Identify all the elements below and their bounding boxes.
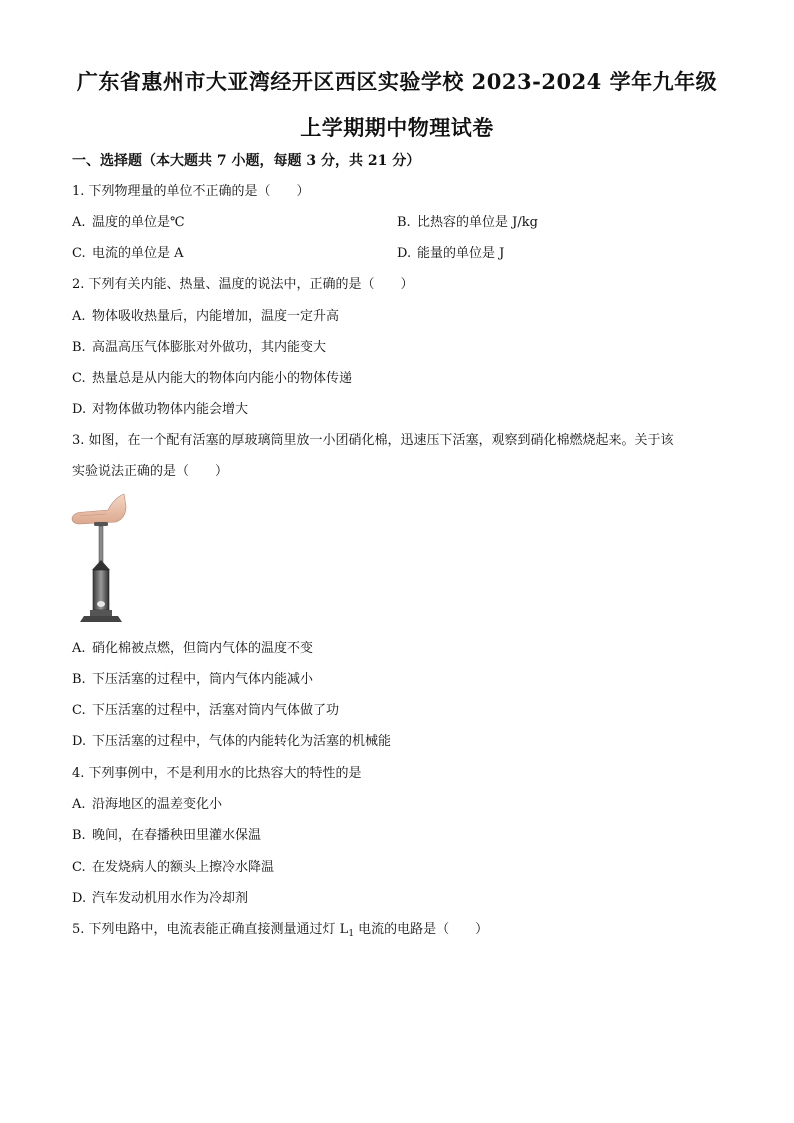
option-label: A. (72, 797, 86, 812)
option-label: C. (72, 371, 86, 386)
question-2-stem: 2. 下列有关内能、热量、温度的说法中，正确的是（ ） (72, 277, 414, 292)
option-label: B. (397, 215, 411, 230)
option-text: 物体吸收热量后，内能增加，温度一定升高 (92, 309, 340, 324)
option-text: 汽车发动机用水作为冷却剂 (92, 891, 249, 906)
option-label: D. (72, 734, 87, 749)
question-1-option-d (397, 246, 504, 262)
option-label: A. (72, 641, 86, 656)
question-4-option-d (72, 891, 248, 907)
question-5-stem (72, 922, 488, 942)
option-text: 下压活塞的过程中，筒内气体内能减小 (92, 672, 314, 687)
question-3-stem-line1: 3. 如图，在一个配有活塞的厚玻璃筒里放一小团硝化棉，迅速压下活塞，观察到硝化棉燃烧起来。关于该 (72, 433, 674, 448)
option-label: C. (72, 860, 86, 875)
question-3-option-d (72, 734, 391, 750)
option-label: B. (72, 340, 86, 355)
question-4-option-a (72, 797, 222, 813)
question-1-option-c (72, 246, 184, 262)
subscript: 1 (348, 929, 355, 939)
option-label: D. (72, 891, 87, 906)
option-text: 在发烧病人的额头上擦冷水降温 (92, 860, 275, 875)
option-text: 热量总是从内能大的物体向内能小的物体传递 (92, 371, 353, 386)
option-text: 下压活塞的过程中，活塞对筒内气体做了功 (92, 703, 340, 718)
question-3-stem-line2: 实验说法正确的是（ ） (72, 464, 229, 479)
question-1-option-a (72, 215, 185, 231)
option-label: C. (72, 703, 86, 718)
option-label: B. (72, 828, 86, 843)
question-2-option-c (72, 371, 352, 387)
piston-glass-tube-apparatus-icon (70, 492, 132, 624)
question-1-option-b (397, 215, 538, 231)
question-2-option-b (72, 340, 326, 356)
option-label: B. (72, 672, 86, 687)
section-heading: 一、选择题（本大题共 7 小题，每题 3 分，共 21 分） (72, 153, 421, 169)
exam-title-line1: 广东省惠州市大亚湾经开区西区实验学校 2023-2024 学年九年级 (76, 69, 718, 94)
question-4-option-c (72, 860, 274, 876)
question-4-option-b (72, 828, 261, 844)
option-text: 温度的单位是℃ (92, 215, 185, 230)
option-label: A. (72, 215, 86, 230)
question-1-stem: 1. 下列物理量的单位不正确的是（ ） (72, 184, 310, 199)
exam-title-line2: 上学期期中物理试卷 (300, 115, 494, 140)
option-text: 比热容的单位是 J/kg (417, 215, 538, 230)
question-2-option-a (72, 309, 339, 325)
question-4-stem: 4. 下列事例中，不是利用水的比热容大的特性的是 (72, 766, 362, 781)
question-3-option-c (72, 703, 339, 719)
option-text: 高温高压气体膨胀对外做功，其内能变大 (92, 340, 327, 355)
option-text: 硝化棉被点燃，但筒内气体的温度不变 (92, 641, 314, 656)
stem-text: 电流的电路是（ ） (354, 922, 489, 937)
option-label: D. (72, 402, 87, 417)
option-label: A. (72, 309, 86, 324)
question-3-option-b (72, 672, 313, 688)
question-3-option-a (72, 641, 313, 657)
option-label: C. (72, 246, 86, 261)
option-text: 沿海地区的温差变化小 (92, 797, 223, 812)
option-text: 晚间，在春播秧田里灌水保温 (92, 828, 262, 843)
option-text: 对物体做功物体内能会增大 (92, 402, 249, 417)
option-text: 下压活塞的过程中，气体的内能转化为活塞的机械能 (92, 734, 392, 749)
option-text: 能量的单位是 J (417, 246, 505, 261)
stem-text: 5. 下列电路中，电流表能正确直接测量通过灯 L (72, 922, 349, 937)
question-2-option-d (72, 402, 248, 418)
option-label: D. (397, 246, 412, 261)
option-text: 电流的单位是 A (92, 246, 184, 261)
